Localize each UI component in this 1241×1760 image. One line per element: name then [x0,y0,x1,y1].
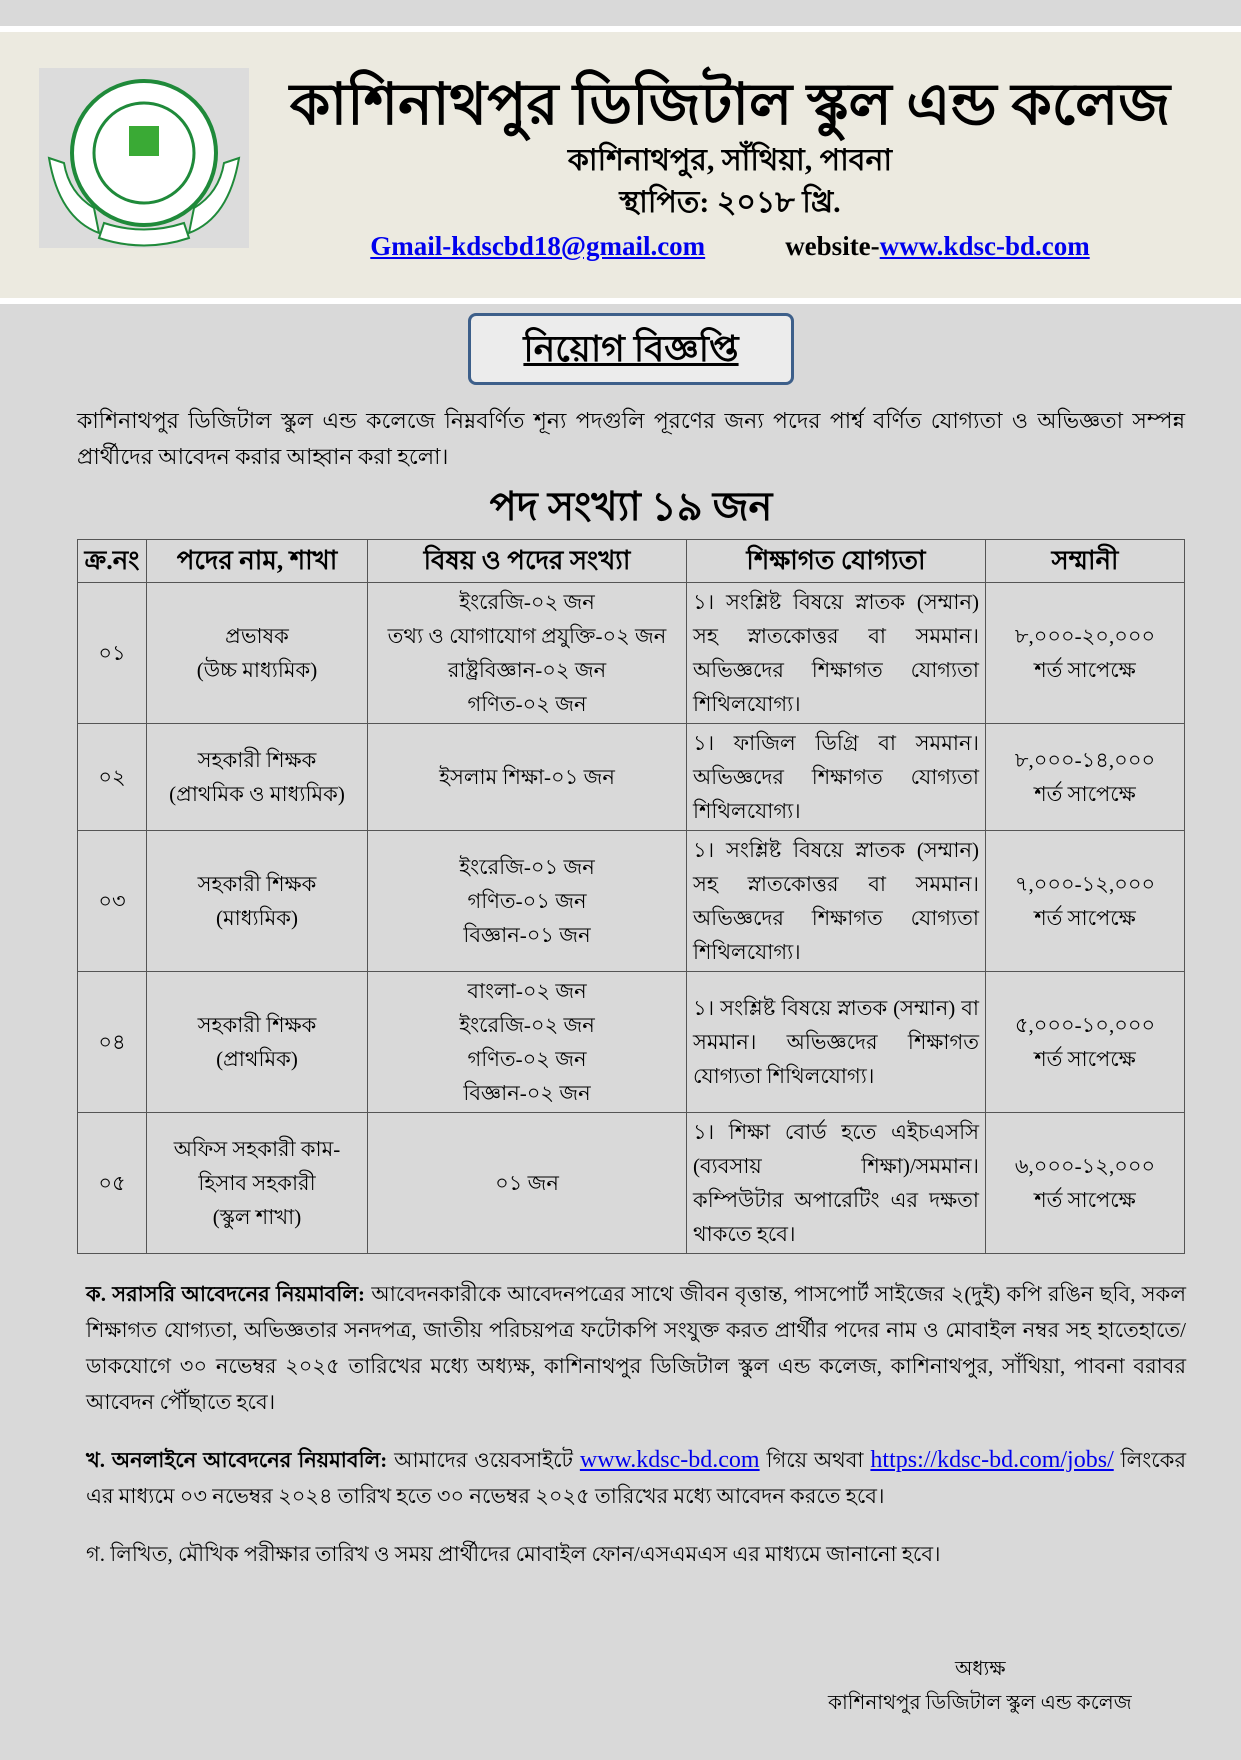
subjects-cell-line: গণিত-০১ জন [467,889,587,913]
col-subjects: বিষয় ও পদের সংখ্যা [368,540,687,583]
col-serial: ক্র.নং [78,540,147,583]
subjects-cell-line: ইংরেজি-০২ জন [459,590,595,614]
vacancy-table [77,539,1185,1254]
post-cell-line: প্রভাষক [225,624,289,648]
post-cell-line: হিসাব সহকারী [198,1171,316,1195]
post-cell [147,724,368,831]
table-row [78,724,1185,831]
salary-cell [986,1113,1185,1254]
serial-cell: ০৫ [78,1113,147,1254]
qualification-cell: ১। সংশ্লিষ্ট বিষয়ে স্নাতক (সম্মান) বা সমমান। অভিজ্ঞদের শিক্ষাগত যোগ্যতা শিথিলযোগ্য। [687,972,986,1113]
subjects-cell-line: বিজ্ঞান-০২ জন [463,1081,591,1105]
website-label: website- [785,230,880,261]
table-row [78,1113,1185,1254]
subjects-cell-line: বিজ্ঞান-০১ জন [463,923,591,947]
post-count-heading: পদ সংখ্যা ১৯ জন [489,484,773,529]
serial-cell: ০২ [78,724,147,831]
rule-a-label: ক. সরাসরি আবেদনের নিয়মাবলি: [86,1282,366,1306]
subjects-cell-line: গণিত-০২ জন [467,692,587,716]
salary-cell-line: ৬,০০০-১২,০০০ [1014,1154,1156,1178]
school-address: কাশিনাথপুর, সাঁথিয়া, পাবনা [567,143,893,177]
rule-a-text: আবেদনকারীকে আবেদনপত্রের সাথে জীবন বৃত্তান্ত, পাসপোর্ট সাইজের ২(দুই) কপি রঙিন ছবি, সকল শিক্ষাগত যোগ্যতা, অভিজ্ঞতার সনদপত্র, জাতীয় পরিচয়পত্র ফটোকপি সংযুক্ত করত প্রার্থীর পদের নাম ও মোবাইল নম্বর সহ হাতেহাতে/ডাকযোগে ৩০ নভেম্বর ২০২৫ তারিখের মধ্যে অধ্যক্ষ, কাশিনাথপুর ডিজিটাল স্কুল এন্ড কলেজ, কাশিনাথপুর, সাঁথিয়া, পাবনা বরাবর আবেদন পৌঁছাতে হবে। [86,1282,1186,1414]
post-cell-line: সহকারী শিক্ষক [197,1013,317,1037]
rule-b-text: গিয়ে অথবা [759,1448,871,1472]
school-logo [39,68,249,248]
salary-cell-line: ৭,০০০-১২,০০০ [1014,872,1156,896]
signature-block [828,1652,1185,1720]
subjects-cell [368,1113,687,1254]
signature-designation: অধ্যক্ষ [955,1658,1006,1680]
salary-cell-line: ৮,০০০-১৪,০০০ [1014,748,1156,772]
post-cell-line: অফিস সহকারী কাম- [173,1137,341,1161]
letterhead-text [249,68,1201,265]
post-cell-line: (মাধ্যমিক) [216,906,298,930]
subjects-cell-line: ইংরেজি-০১ জন [459,855,595,879]
qualification-cell: ১। ফাজিল ডিগ্রি বা সমমান। অভিজ্ঞদের শিক্ষাগত যোগ্যতা শিথিলযোগ্য। [687,724,986,831]
post-cell [147,972,368,1113]
post-cell-line: (উচ্চ মাধ্যমিক) [196,658,318,682]
signature-institution: কাশিনাথপুর ডিজিটাল স্কুল এন্ড কলেজ [828,1692,1132,1714]
subjects-cell [368,724,687,831]
subjects-cell-line: ইংরেজি-০২ জন [459,1013,595,1037]
table-row [78,831,1185,972]
letterhead [0,32,1241,298]
salary-cell [986,583,1185,724]
serial-cell: ০১ [78,583,147,724]
rule-direct-application [86,1276,1186,1420]
website-link[interactable]: www.kdsc-bd.com [879,230,1090,261]
table-row [78,583,1185,724]
post-cell [147,1113,368,1254]
salary-cell-line: শর্ত সাপেক্ষে [1034,782,1136,806]
salary-cell-line: ৫,০০০-১০,০০০ [1014,1013,1156,1037]
qualification-cell: ১। সংশ্লিষ্ট বিষয়ে স্নাতক (সম্মান) সহ স্নাতকোত্তর বা সমমান। অভিজ্ঞদের শিক্ষাগত যোগ্যতা শিথিলযোগ্য। [687,583,986,724]
jobs-link[interactable]: https://kdsc-bd.com/jobs/ [870,1447,1114,1473]
top-margin [0,0,1241,26]
subjects-cell [368,831,687,972]
school-name: কাশিনাথপুর ডিজিটাল স্কুল এন্ড কলেজ [289,72,1171,137]
intro-paragraph: কাশিনাথপুর ডিজিটাল স্কুল এন্ড কলেজে নিম্নবর্ণিত শূন্য পদগুলি পূরণের জন্য পদের পার্শ্ব বর্ণিত যোগ্যতা ও অভিজ্ঞতা সম্পন্ন প্রার্থীদের আবেদন করার আহ্বান করা হলো। [77,408,1185,469]
notice-title-box [468,313,794,385]
serial-cell: ০৩ [78,831,147,972]
subjects-cell-line: তথ্য ও যোগাযোগ প্রযুক্তি-০২ জন [387,624,667,648]
col-qualification: শিক্ষাগত যোগ্যতা [687,540,986,583]
post-cell [147,583,368,724]
subjects-cell-line: রাষ্ট্রবিজ্ঞান-০২ জন [447,658,607,682]
email-link[interactable]: Gmail-kdscbd18@gmail.com [370,230,706,261]
rule-online-application [86,1442,1186,1514]
col-salary: সম্মানী [986,540,1185,583]
subjects-cell-line: গণিত-০২ জন [467,1047,587,1071]
salary-cell [986,831,1185,972]
subjects-cell-line: ০১ জন [495,1171,559,1195]
post-cell [147,831,368,972]
salary-cell [986,972,1185,1113]
serial-cell: ০৪ [78,972,147,1113]
post-cell-line: সহকারী শিক্ষক [197,872,317,896]
salary-cell-line: শর্ত সাপেক্ষে [1034,906,1136,930]
rule-b-text: লিংকের এর মাধ্যমে ০৩ নভেম্বর ২০২৪ তারিখ হতে ৩০ নভেম্বর ২০২৫ তারিখের মধ্যে আবেদন করতে হবে। [86,1448,1186,1508]
website-link-body[interactable]: www.kdsc-bd.com [579,1447,760,1473]
established-year: স্থাপিত: ২০১৮ খ্রি. [619,185,841,219]
post-cell-line: (প্রাথমিক) [216,1047,298,1071]
subjects-cell [368,583,687,724]
notice-title: নিয়োগ বিজ্ঞপ্তি [523,329,739,369]
col-post: পদের নাম, শাখা [147,540,368,583]
qualification-cell: ১। সংশ্লিষ্ট বিষয়ে স্নাতক (সম্মান) সহ স্নাতকোত্তর বা সমমান। অভিজ্ঞদের শিক্ষাগত যোগ্যতা শিথিলযোগ্য। [687,831,986,972]
qualification-cell: ১। শিক্ষা বোর্ড হতে এইচএসসি (ব্যবসায় শিক্ষা)/সমমান। কম্পিউটার অপারেটিং এর দক্ষতা থাকতে হবে। [687,1113,986,1254]
rule-b-text: আমাদের ওয়েবসাইটে [387,1448,580,1472]
subjects-cell [368,972,687,1113]
salary-cell-line: শর্ত সাপেক্ষে [1034,1188,1136,1212]
post-cell-line: সহকারী শিক্ষক [197,748,317,772]
table-header-row [78,540,1185,583]
subjects-cell-line: ইসলাম শিক্ষা-০১ জন [439,765,615,789]
post-cell-line: (স্কুল শাখা) [212,1205,302,1229]
post-cell-line: (প্রাথমিক ও মাধ্যমিক) [169,782,345,806]
table-row [78,972,1185,1113]
notice-body [0,304,1241,1760]
rule-exam-notice: গ. লিখিত, মৌখিক পরীক্ষার তারিখ ও সময় প্রার্থীদের মোবাইল ফোন/এসএমএস এর মাধ্যমে জানানো হবে। [86,1542,941,1566]
subjects-cell-line: বাংলা-০২ জন [467,979,587,1003]
rule-b-label: খ. অনলাইনে আবেদনের নিয়মাবলি: [86,1448,388,1472]
salary-cell-line: শর্ত সাপেক্ষে [1034,1047,1136,1071]
contact-links [370,228,1089,266]
salary-cell-line: ৮,০০০-২০,০০০ [1014,624,1156,648]
salary-cell-line: শর্ত সাপেক্ষে [1034,658,1136,682]
salary-cell [986,724,1185,831]
